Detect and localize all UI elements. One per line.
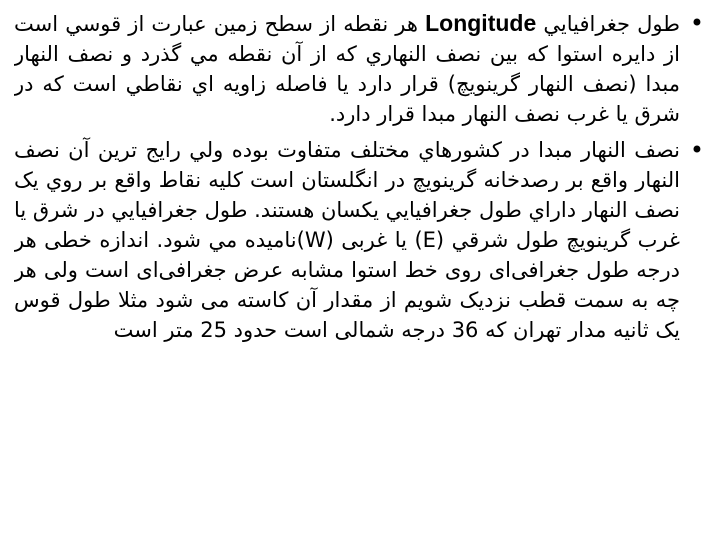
text-line: مبدا (نصف النهار گرينويچ) قرار دارد يا فاصله زاويه اي نقاطي است كه در	[14, 72, 680, 96]
text-segment: هر نقطه از سطح زمين عبارت از قوسي است	[14, 12, 426, 36]
text-line: نصف النهار داراي طول جغرافيايي يكسان هستند. طول جغرافيايي در شرق يا	[14, 198, 680, 222]
bullet-list	[14, 8, 706, 349]
text-line: النهار واقع بر رصدخانه گرينويچ در انگلستان است كليه نقاط واقع بر روي يک	[14, 168, 680, 192]
bullet-dot-icon: •	[689, 9, 704, 37]
text-line: شرق يا غرب نصف النهار مبدا قرار دارد.	[329, 102, 680, 126]
text-line: غرب گرينويچ طول شرقي (E) يا غربی (W)ناميده مي شود. اندازه خطی هر	[14, 228, 680, 252]
text-line	[14, 8, 680, 39]
text-segment: طول جغرافيايي	[536, 12, 680, 36]
term-longitude: Longitude	[425, 10, 537, 36]
text-line: درجه طول جغرافی‌ای روی خط استوا مشابه عرض جغرافی‌ای است ولی هر	[14, 258, 680, 282]
text-line: چه به سمت قطب نزدیک شویم از مقدار آن کاسته می شود مثلا طول قوس	[14, 288, 680, 312]
text-line: نصف النهار مبدا در كشورهاي مختلف متفاوت بوده ولي رايج ترين آن نصف	[14, 138, 680, 162]
text-line: از دايره استوا كه بين نصف النهاري كه از آن نقطه مي گذرد و نصف النهار	[14, 42, 680, 66]
text-line: یک ثانیه مدار تهران که 36 درجه شمالی است حدود 25 متر است	[113, 318, 680, 342]
bullet-dot-icon: •	[689, 136, 704, 164]
bullet-item-prime-meridian	[14, 135, 706, 345]
bullet-item-longitude-definition	[14, 8, 706, 129]
